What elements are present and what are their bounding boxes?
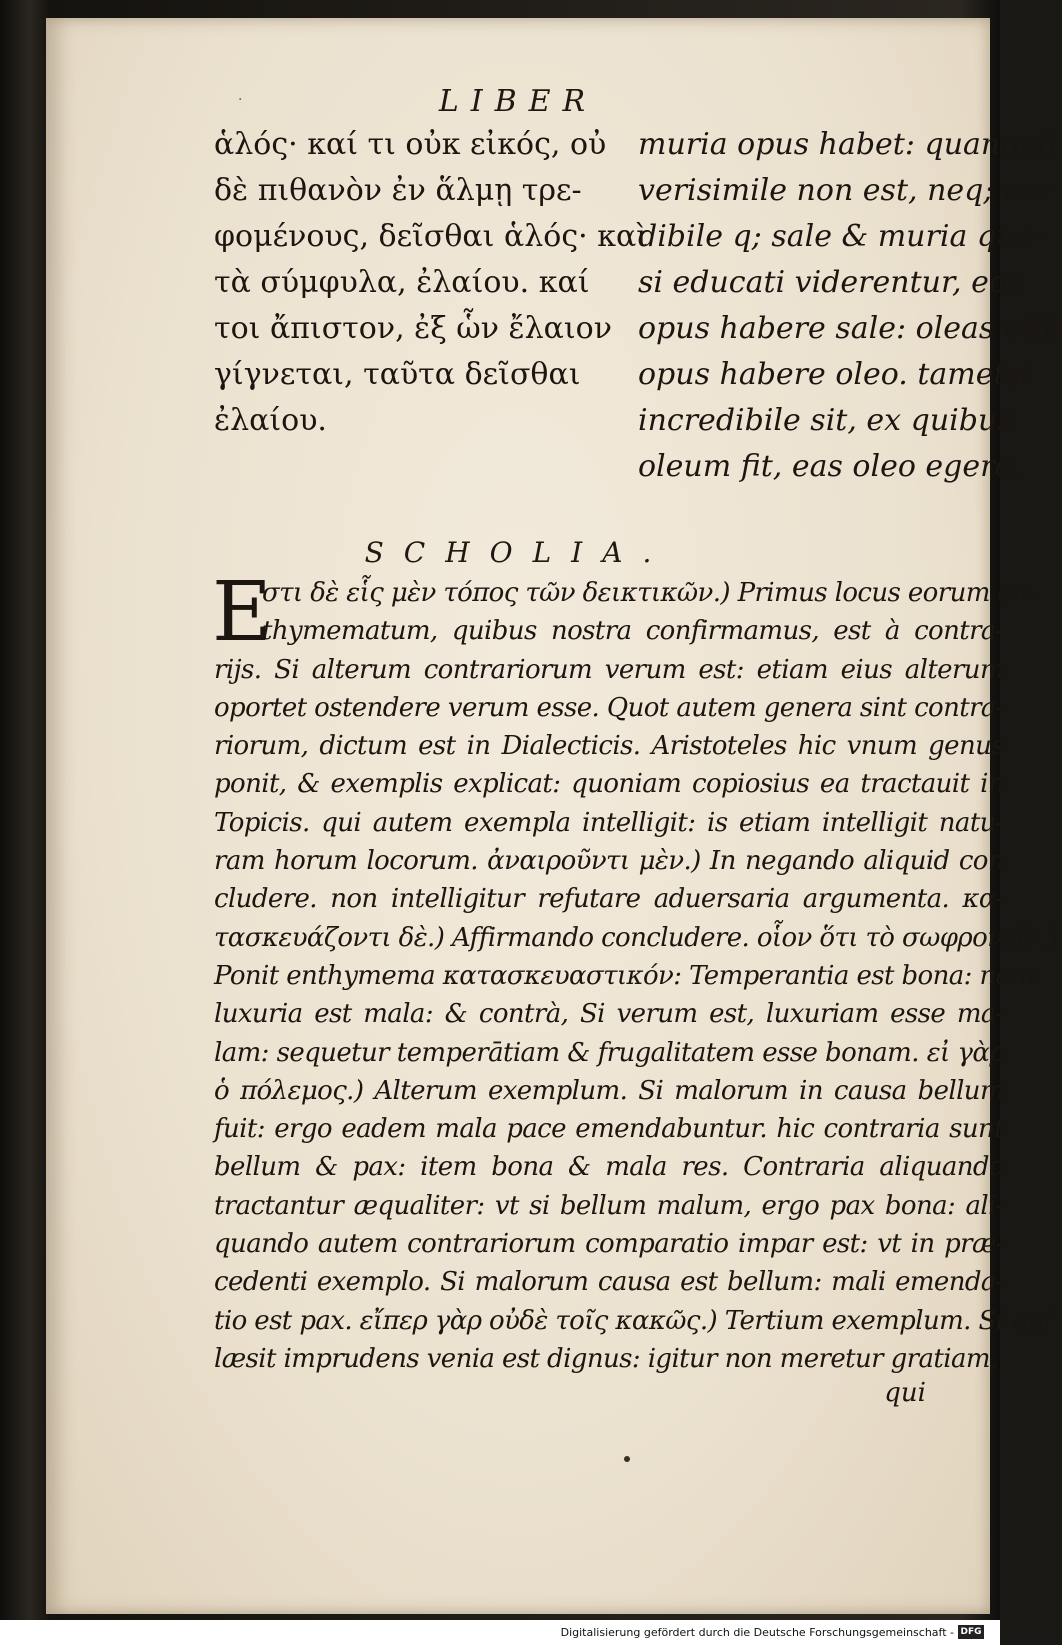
scholia-line: riorum, dictum est in Dialecticis. Aristoteles hic vnum genus [214,731,1004,762]
latin-text-column [638,122,1062,490]
greek-line: γίγνεται, ταῦτα δεῖσθαι [214,357,581,392]
scholia-line: luxuria est mala: & contrà, Si verum est, luxuriam esse ma- [214,999,1004,1030]
ink-spot [624,1456,630,1462]
greek-line: ἁλός· καί τι οὐκ εἰκός, οὐ [214,127,607,162]
scholia-line: Ponit enthymema κατασκευαστικόν: Temperantia est bona: nam [214,960,1035,991]
greek-line: τὰ σύμφυλα, ἐλαίου. καί [214,265,590,300]
scholia-line: lam: sequetur temperātiam & frugalitatem esse bonam. εἰ γὰρ [214,1037,1004,1068]
scholia-line: Topicis. qui autem exempla intelligit: is etiam intelligit natu- [214,807,1004,838]
latin-line: incredibile sit, ex quibus [638,403,1013,438]
scholia-line: ram horum locorum. ἀναιροῦντι μὲν.) In negando aliquid con [214,846,1004,877]
greek-line: δὲ πιθανὸν ἐν ἅλμῃ τρε- [214,173,582,208]
scholia-line: cedenti exemplo. Si malorum causa est bellum: mali emenda- [214,1267,1004,1298]
catchword: qui [884,1378,926,1408]
scholia-line: tractantur æqualiter: vt si bellum malum, ergo pax bona: ali- [214,1190,1004,1221]
page-mark: · [238,92,243,108]
scholia-line: fuit: ergo eadem mala pace emendabuntur. hic contraria sunt [214,1114,1004,1145]
scholia-line: læsit imprudens venia est dignus: igitur non meretur gratiam, [214,1343,998,1374]
funding-notice: Digitalisierung gefördert durch die Deutsche Forschungsgemeinschaft - [560,1626,954,1639]
scholia-line: ponit, & exemplis explicat: quoniam copiosius ea tractauit in [214,769,1004,800]
scholia-line: thymematum, quibus nostra confirmamus, est à contra- [262,616,1004,647]
scholia-line: ὁ πόλεμος.) Alterum exemplum. Si malorum in causa bellum [214,1075,1004,1106]
greek-line: ἐλαίου. [214,403,327,438]
running-head: LIBER [438,84,598,119]
greek-line: τοι ἄπιστον, ἐξ ὧν ἔλαιον [214,311,612,346]
latin-line: si educati viderentur, eos [638,265,1023,300]
scholia-line: rijs. Si alterum contrariorum verum est: etiam eius alterum [214,654,1004,685]
scholia-commentary [212,565,1058,1378]
latin-line: dibile q; sale & muria qua- [638,219,1044,254]
scholia-line: quando autem contrariorum comparatio impar est: vt in præ- [214,1229,1004,1260]
greek-line: φομένους, δεῖσθαι ἁλός· καὶ [214,219,648,254]
scholia-heading: SCHOLIA. [364,536,672,569]
scholia-line: tio est pax. εἴπερ γὰρ οὐδὲ τοῖς κακῶς.) Tertium exemplum. Si qui [214,1305,1051,1336]
dfg-logo: DFG [958,1625,984,1639]
scholia-line: στι δὲ εἷς μὲν τόπος τῶν δεικτικῶν.) Primus locus eorum en- [262,578,1037,608]
drop-initial: E [212,565,272,660]
scholia-line: oportet ostendere verum esse. Quot autem genera sint contra- [214,692,1004,723]
greek-text-column [214,122,648,444]
book-page [46,18,1062,1614]
scholia-line: cludere. non intelligitur refutare aduersaria argumenta. κα- [214,884,1004,915]
latin-line: opus habere sale: oleas etiā [638,311,1062,346]
latin-line: muria opus habet: quanquā [638,127,1057,162]
latin-line: oleum fit, eas oleo egere. [638,449,1022,484]
latin-line: verisimile non est, neq; cre- [638,173,1062,208]
latin-line: opus habere oleo. tametsi [638,357,1031,392]
scholia-line: τασκευάζοντι δὲ.) Affirmando concludere. οἷον ὅτι τὸ σωφρονεῖν.) [214,922,1058,953]
scholia-line: bellum & pax: item bona & mala res. Contraria aliquando [214,1152,1004,1183]
